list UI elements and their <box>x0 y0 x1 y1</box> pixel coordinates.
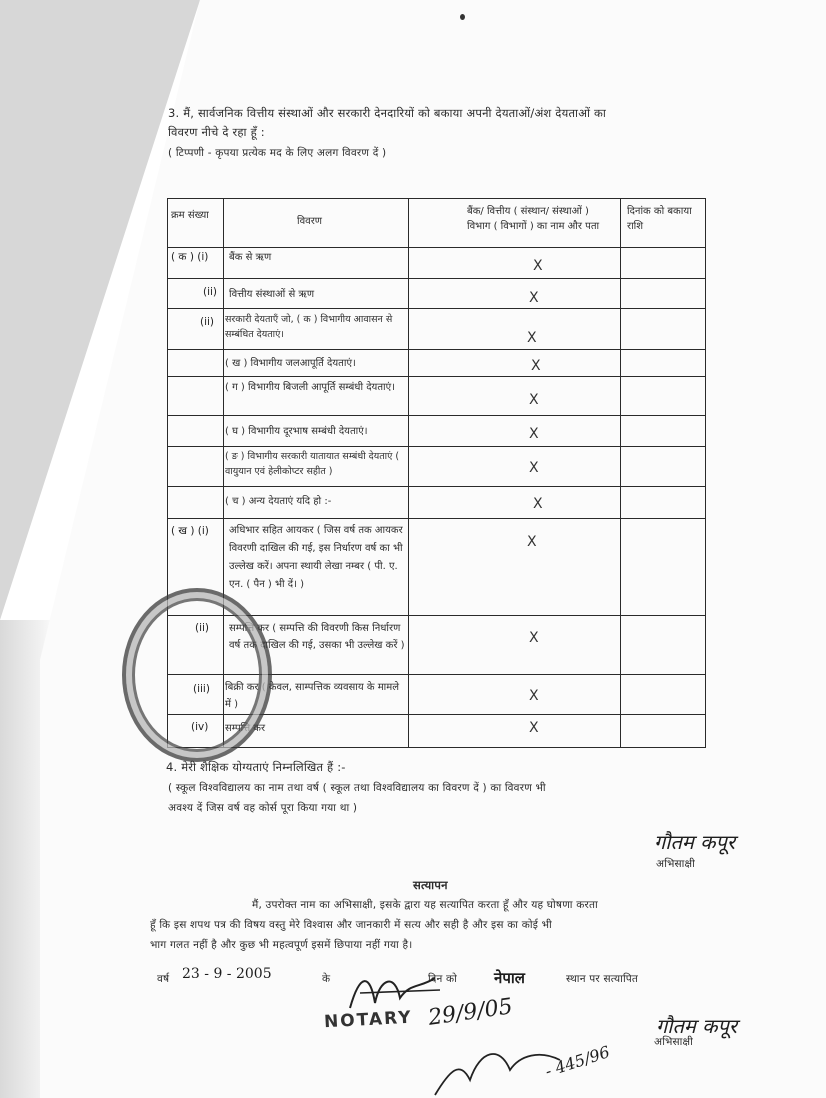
row-details: बैंक से ऋण <box>229 252 272 263</box>
row-serial: (ii) <box>200 316 215 328</box>
header-bank: बैंक/ वित्तीय ( संस्थान/ संस्थाओं ) विभाग ( विभागों ) का नाम और पता <box>467 206 600 232</box>
official-round-stamp <box>122 588 272 762</box>
deponent-label-bottom: अभिसाक्षी <box>654 1036 693 1048</box>
verification-line1: मैं, उपरोक्त नाम का अभिसाक्षी, इसके द्वारा यह सत्यापित करता हूँ और यह घोषणा करता <box>252 899 598 911</box>
row-details: ( घ ) विभागीय दूरभाष सम्बंधी देयताएं। <box>225 426 368 437</box>
row-serial: (iv) <box>191 721 209 733</box>
verification-line3: भाग गलत नहीं है और कुछ भी महत्वपूर्ण इसमें छिपाया नहीं गया है। <box>150 939 413 951</box>
section-heading-line1: 3. मैं, सार्वजनिक वित्तीय संस्थाओं और सरकारी देनदारियों को बकाया अपनी देयताओं/अंश देयताओं का <box>168 106 607 120</box>
verification-end-text: स्थान पर सत्यापित <box>566 973 639 985</box>
section-heading-line2: विवरण नीचे दे रहा हूँ : <box>168 125 265 139</box>
verification-line2: हूँ कि इस शपथ पत्र की विषय वस्तु मेरे विश्वास और जानकारी में सत्य और सही है और इस का कोई भी <box>150 919 552 931</box>
row-details: ( ग ) विभागीय बिजली आपूर्ति सम्बंधी देयताएं। <box>225 382 395 393</box>
date-prefix: वर्ष <box>157 973 170 985</box>
deponent-signature-bottom: गौतम कपूर <box>656 1014 738 1038</box>
education-line2: ( स्कूल विश्वविद्यालय का नाम तथा वर्ष ( स्कूल तथा विश्वविद्यालय का विवरण दें ) का विवरण भी <box>168 782 546 794</box>
header-amount: दिनांक को बकाया राशि <box>627 206 692 232</box>
notary-date: 29/9/05 <box>426 994 515 1031</box>
row-mark: X <box>531 358 541 374</box>
row-details: बिक्री कर ( केवल, साम्पत्तिक व्यवसाय के मामले में ) <box>225 682 400 710</box>
row-details: सरकारी देयताएँ जो, ( क ) विभागीय आवासन से सम्बंधित देयताएं। <box>225 314 393 340</box>
header-serial: क्रम संख्या <box>171 210 209 221</box>
row-serial: (ii) <box>195 622 210 634</box>
deponent-signature-top: गौतम कपूर <box>654 830 736 854</box>
row-mark: X <box>527 330 537 346</box>
row-serial: (ii) <box>203 286 218 298</box>
verification-date: 23 - 9 - 2005 <box>182 966 272 982</box>
verification-mid-text: के <box>322 973 331 985</box>
row-mark: X <box>529 392 539 408</box>
verification-title: सत्यापन <box>413 878 448 892</box>
punch-dot <box>460 14 465 20</box>
header-details: विवरण <box>297 216 323 227</box>
notary-signature-scribble <box>340 968 460 1018</box>
row-serial: ( क ) (i) <box>171 251 209 263</box>
row-details: ( ख ) विभागीय जलआपूर्ति देयताएं। <box>225 358 356 369</box>
row-details: सम्पत्ति कर <box>225 723 266 734</box>
row-details: वित्तीय संस्थाओं से ऋण <box>229 289 315 300</box>
verification-day-suffix: दिन को <box>428 973 458 985</box>
deponent-label-top: अभिसाक्षी <box>656 858 695 870</box>
education-line1: 4. मेरी शैक्षिक योग्यताएं निम्नलिखित हैं :- <box>166 760 346 774</box>
education-line3: अवश्य दें जिस वर्ष वह कोर्स पूरा किया गया था ) <box>168 802 358 814</box>
row-details: ( ङ ) विभागीय सरकारी यातायात सम्बंधी देयताएं ( वायुयान एवं हेलीकोप्टर सहीत ) <box>225 451 400 477</box>
row-mark: X <box>529 720 539 736</box>
row-mark: X <box>533 496 543 512</box>
row-mark: X <box>529 460 539 476</box>
verification-place: नेपाल <box>494 969 525 987</box>
row-details: सम्पत्ति कर ( सम्पत्ति की विवरणी किस निर्धारण वर्ष तक दाखिल की गई, उसका भी उल्लेख करें ) <box>229 623 405 651</box>
row-mark: X <box>529 290 539 306</box>
notary-handwriting <box>430 1040 570 1098</box>
row-mark: X <box>529 688 539 704</box>
notary-seal: NOTARY <box>323 1007 414 1033</box>
section-note: ( टिप्पणी - कृपया प्रत्येक मद के लिए अलग विवरण दें ) <box>168 147 387 159</box>
row-serial: (iii) <box>193 683 210 695</box>
row-mark: X <box>527 534 537 550</box>
row-details: ( च ) अन्य देयताएं यदि हो :- <box>225 496 332 507</box>
notary-number: - 445/96 <box>542 1042 613 1081</box>
row-serial: ( ख ) (i) <box>171 525 209 537</box>
row-mark: X <box>533 258 543 274</box>
row-mark: X <box>529 426 539 442</box>
row-details: अधिभार सहित आयकर ( जिस वर्ष तक आयकर विवरणी दाखिल की गई, इस निर्धारण वर्ष का भी उल्लेख करें। अपना स्थायी लेखा नम्बर ( पी. ए. एन. ( पैन ) भी दें। ) <box>229 525 403 590</box>
row-mark: X <box>529 630 539 646</box>
